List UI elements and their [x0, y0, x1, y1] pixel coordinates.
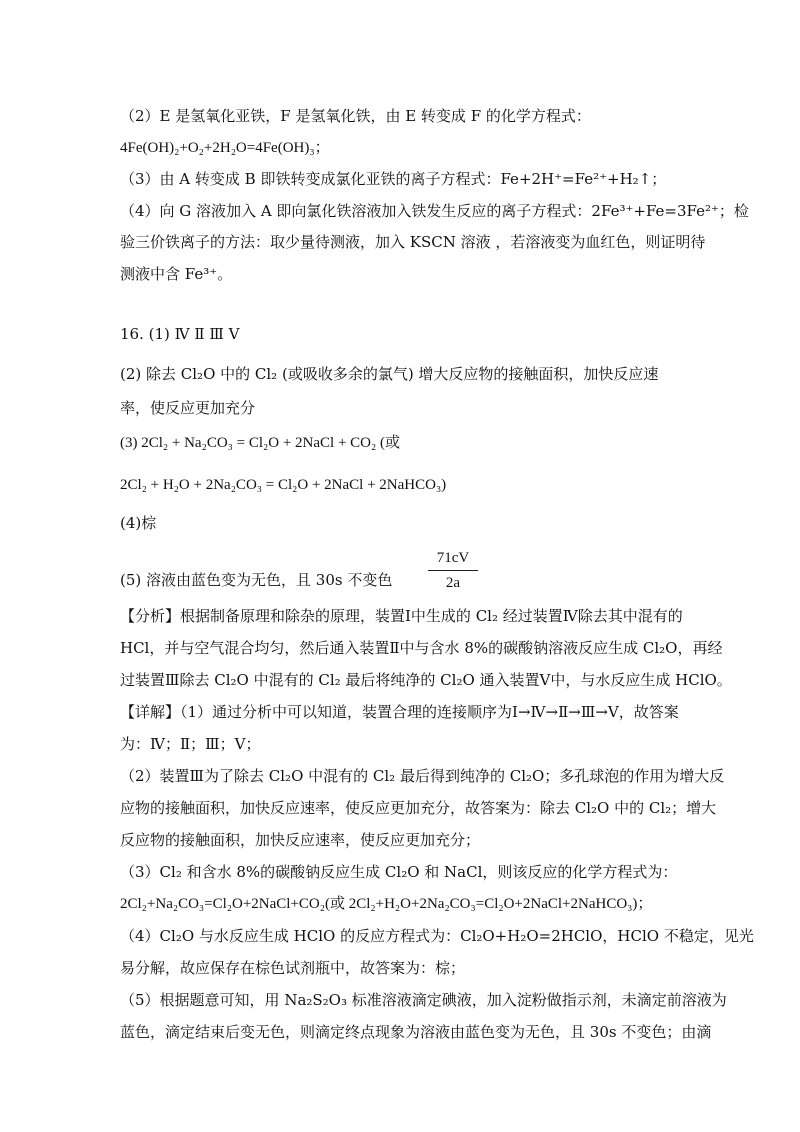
text-line: 易分解，故应保存在棕色试剂瓶中，故答案为：棕； — [120, 959, 466, 977]
fraction-answer — [428, 548, 478, 593]
detail-line: 【详解】（1）通过分析中可以知道，装置合理的连接顺序为Ⅰ→Ⅳ→Ⅱ→Ⅲ→Ⅴ，故答案 — [120, 703, 679, 721]
equation-1: (3) 2Cl₂ + Na₂CO₃ = Cl₂O + 2NaCl + CO₂ (或 — [120, 435, 400, 451]
text-line: 验三价铁离子的方法：取少量待测液，加入 KSCN 溶液 ，若溶液变为血红色，则证明待 — [120, 233, 706, 251]
text-line: （3）由 A 转变成 B 即铁转变成氯化亚铁的离子方程式：Fe+2H⁺=Fe²⁺+H₂↑； — [120, 170, 667, 188]
answer-16-part2: (2) 除去 Cl₂O 中的 Cl₂ (或吸收多余的氯气) 增大反应物的接触面积，加快反应速 — [120, 365, 659, 383]
text-line: （2）装置Ⅲ为了除去 Cl₂O 中混有的 Cl₂ 最后得到纯净的 Cl₂O；多孔球泡的作用为增大反 — [120, 767, 725, 785]
text-line: （2）E 是氢氧化亚铁，F 是氢氧化铁，由 E 转变成 F 的化学方程式： — [120, 107, 591, 125]
text-line: 测液中含 Fe³⁺。 — [120, 265, 233, 283]
text-line: 4Fe(OH)₂+O₂+2H₂O=4Fe(OH)₃； — [120, 140, 330, 156]
answer-16-part4: (4)棕 — [120, 514, 157, 532]
text-line: （5）根据题意可知，用 Na₂S₂O₃ 标准溶液滴定碘液，加入淀粉做指示剂，未滴定前溶液为 — [120, 991, 727, 1009]
text-line: （3）Cl₂ 和含水 8%的碳酸钠反应生成 Cl₂O 和 NaCl，则该反应的化学方程式为： — [120, 863, 678, 881]
text-line: 蓝色，滴定结束后变无色，则滴定终点现象为溶液由蓝色变为无色，且 30s 不变色；由滴 — [120, 1023, 712, 1041]
fraction-numerator: 71cV — [436, 550, 470, 566]
answer-16-part1: 16. (1) Ⅳ Ⅱ Ⅲ Ⅴ — [120, 325, 240, 343]
text-line: 率，使反应更加充分 — [120, 399, 256, 417]
text-line: 2Cl₂+Na₂CO₃=Cl₂O+2NaCl+CO₂(或 2Cl₂+H₂O+2Na₂CO₃=Cl₂O+2NaCl+2NaHCO₃)； — [120, 896, 653, 912]
text-line: 反应物的接触面积，加快反应速率，使反应更加充分； — [120, 831, 481, 849]
text-line: 过装置Ⅲ除去 Cl₂O 中混有的 Cl₂ 最后将纯净的 Cl₂O 通入装置Ⅴ中，与水反应生成 HClO。 — [120, 671, 732, 689]
analysis-line: 【分析】根据制备原理和除杂的原理，装置Ⅰ中生成的 Cl₂ 经过装置Ⅳ除去其中混有的 — [120, 607, 683, 625]
fraction-denominator: 2a — [428, 570, 478, 593]
text-line: 应物的接触面积，加快反应速率，使反应更加充分，故答案为：除去 Cl₂O 中的 Cl₂；增大 — [120, 799, 717, 817]
text-line: HCl，并与空气混合均匀，然后通入装置Ⅱ中与含水 8%的碳酸钠溶液反应生成 Cl₂O，再经 — [120, 639, 723, 657]
equation-2: 2Cl₂ + H₂O + 2Na₂CO₃ = Cl₂O + 2NaCl + 2NaHCO₃) — [120, 477, 447, 493]
text-line: 为：Ⅳ；Ⅱ；Ⅲ；Ⅴ； — [120, 735, 261, 753]
text-line: （4）向 G 溶液加入 A 即向氯化铁溶液加入铁发生反应的离子方程式：2Fe³⁺+Fe=3Fe²⁺；检 — [120, 202, 749, 220]
answer-16-part5: (5) 溶液由蓝色变为无色，且 30s 不变色 — [120, 571, 393, 589]
text-line: （4）Cl₂O 与水反应生成 HClO 的反应方程式为：Cl₂O+H₂O=2HClO，HClO 不稳定，见光 — [120, 927, 754, 945]
